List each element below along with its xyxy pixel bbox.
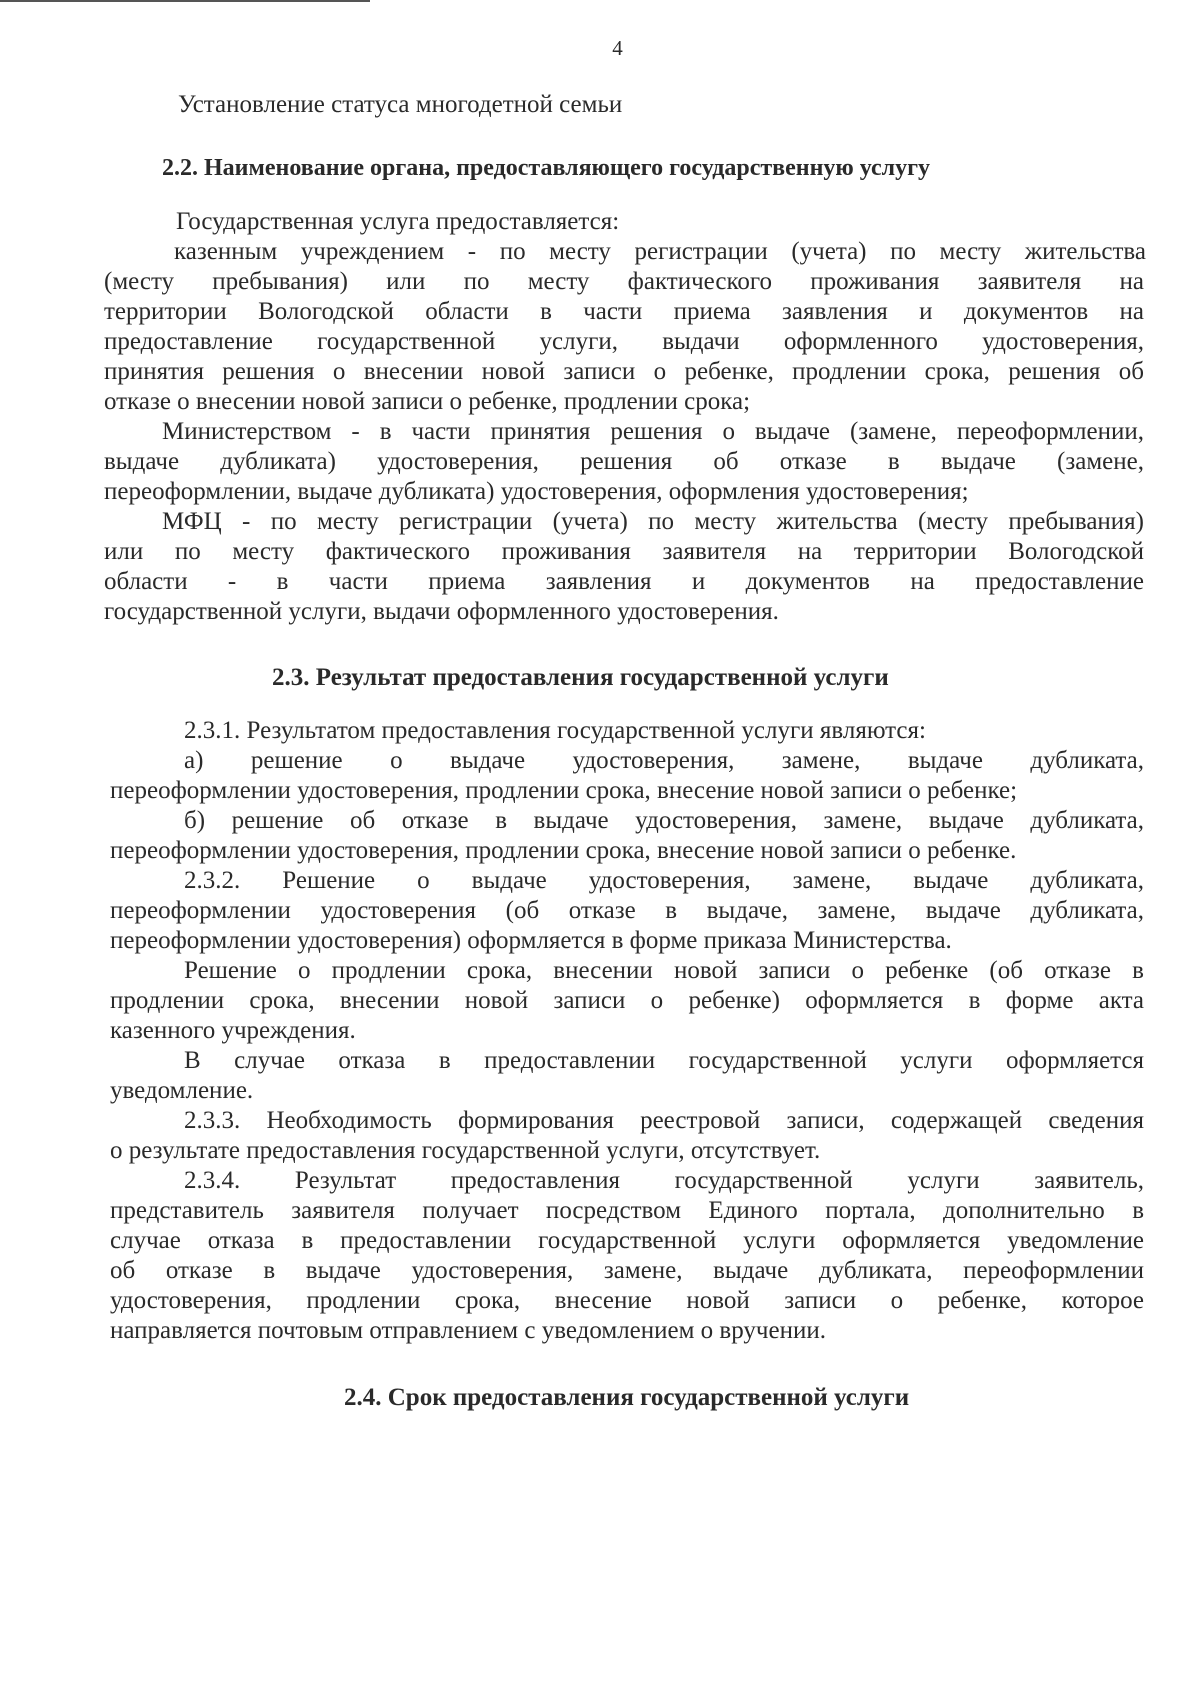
paragraph-line: переоформлении удостоверения, продлении срока, внесение новой записи о ребенке. <box>110 837 1017 864</box>
paragraph-line: удостоверения, продлении срока, внесение новой записи о ребенке, которое <box>110 1287 1144 1314</box>
paragraph-line: 2.3.3. Необходимость формирования реестровой записи, содержащей сведения <box>184 1107 1144 1134</box>
paragraph-line: казенного учреждения. <box>110 1017 356 1044</box>
paragraph-line: В случае отказа в предоставлении государственной услуги оформляется <box>184 1047 1144 1074</box>
section-2-3-heading: 2.3. Результат предоставления государственной услуги <box>272 664 889 691</box>
paragraph-line: Решение о продлении срока, внесении новой записи о ребенке (об отказе в <box>184 957 1144 984</box>
paragraph-line: б) решение об отказе в выдаче удостоверения, замене, выдаче дубликата, <box>184 807 1144 834</box>
intro-text: Установление статуса многодетной семьи <box>178 91 623 118</box>
paragraph-line: продлении срока, внесении новой записи о ребенке) оформляется в форме акта <box>110 987 1144 1014</box>
paragraph-line: МФЦ - по месту регистрации (учета) по месту жительства (месту пребывания) <box>162 508 1144 535</box>
paragraph-line: или по месту фактического проживания заявителя на территории Вологодской <box>104 538 1144 565</box>
paragraph-line: принятия решения о внесении новой записи о ребенке, продлении срока, решения об <box>104 358 1144 385</box>
paragraph-line: о результате предоставления государственной услуги, отсутствует. <box>110 1137 821 1164</box>
paragraph-line: уведомление. <box>110 1077 254 1104</box>
paragraph-line: области - в части приема заявления и документов на предоставление <box>104 568 1144 595</box>
paragraph-line: территории Вологодской области в части приема заявления и документов на <box>104 298 1144 325</box>
paragraph-line: выдаче дубликата) удостоверения, решения об отказе в выдаче (замене, <box>104 448 1144 475</box>
paragraph-line: отказе о внесении новой записи о ребенке, продлении срока; <box>104 388 751 415</box>
paragraph-line: 2.3.1. Результатом предоставления государственной услуги являются: <box>184 717 926 744</box>
paragraph-line: предоставление государственной услуги, выдачи оформленного удостоверения, <box>104 328 1144 355</box>
section-2-2-heading: 2.2. Наименование органа, предоставляющего государственную услугу <box>162 155 931 181</box>
paragraph-line: случае отказа в предоставлении государственной услуги оформляется уведомление <box>110 1227 1144 1254</box>
paragraph-line: Государственная услуга предоставляется: <box>176 208 620 235</box>
paragraph-line: 2.3.4. Результат предоставления государственной услуги заявитель, <box>184 1167 1144 1194</box>
paragraph-line: переоформлении удостоверения, продлении срока, внесение новой записи о ребенке; <box>110 777 1018 804</box>
page-number: 4 <box>612 36 623 60</box>
paragraph-line: государственной услуги, выдачи оформленного удостоверения. <box>104 598 779 625</box>
top-rule <box>0 0 370 2</box>
paragraph-line: представитель заявителя получает посредством Единого портала, дополнительно в <box>110 1197 1144 1224</box>
paragraph-line: 2.3.2. Решение о выдаче удостоверения, замене, выдаче дубликата, <box>184 867 1144 894</box>
paragraph-line: переоформлении удостоверения (об отказе в выдаче, замене, выдаче дубликата, <box>110 897 1144 924</box>
paragraph-line: (месту пребывания) или по месту фактического проживания заявителя на <box>104 268 1144 295</box>
paragraph-line: Министерством - в части принятия решения о выдаче (замене, переоформлении, <box>162 418 1144 445</box>
paragraph-line: переоформлении, выдаче дубликата) удостоверения, оформления удостоверения; <box>104 478 969 505</box>
section-2-4-heading: 2.4. Срок предоставления государственной услуги <box>344 1384 910 1411</box>
paragraph-line: а) решение о выдаче удостоверения, замене, выдаче дубликата, <box>184 747 1144 774</box>
paragraph-line: об отказе в выдаче удостоверения, замене, выдаче дубликата, переоформлении <box>110 1257 1144 1284</box>
paragraph-line: казенным учреждением - по месту регистрации (учета) по месту жительства <box>174 238 1146 265</box>
paragraph-line: переоформлении удостоверения) оформляется в форме приказа Министерства. <box>110 927 952 954</box>
paragraph-line: направляется почтовым отправлением с уведомлением о вручении. <box>110 1317 826 1344</box>
